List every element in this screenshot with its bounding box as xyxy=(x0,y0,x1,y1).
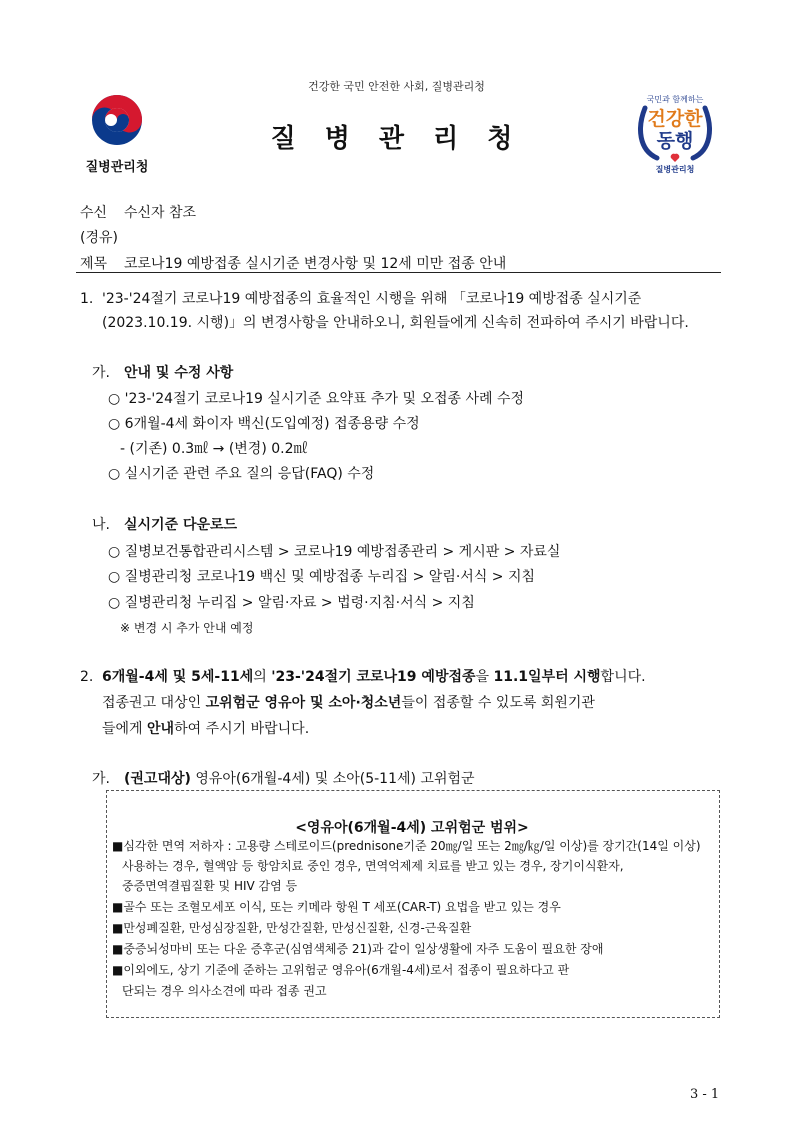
page-title: 질 병 관 리 청 xyxy=(270,124,523,154)
section2-number: 2. xyxy=(80,669,94,685)
section2-a-line xyxy=(124,770,475,788)
s2-bold: 11.1일부터 시행 xyxy=(493,669,601,685)
section2-a-marker: 가. xyxy=(92,771,110,787)
note: ※ 변경 시 추가 안내 예정 xyxy=(120,621,254,635)
s2-text: 접종권고 대상인 xyxy=(102,695,206,711)
box-line: 단되는 경우 의사소견에 따라 접종 권고 xyxy=(122,984,327,998)
section1-a-title: 안내 및 수정 사항 xyxy=(124,365,234,381)
s2-text: 을 xyxy=(475,669,494,685)
s2-bold: 6개월-4세 및 5세-11세 xyxy=(102,669,254,685)
section2-a-rest: 영유아(6개월-4세) 및 소아(5-11세) 고위험군 xyxy=(190,771,475,787)
list-item: ○ 질병보건통합관리시스템 > 코로나19 예방접종관리 > 게시판 > 자료실 xyxy=(108,544,561,560)
list-item: ○ 실시기준 관련 주요 질의 응답(FAQ) 수정 xyxy=(108,466,375,482)
s2-text: 들에게 xyxy=(102,721,148,737)
s2-text: 하여 주시기 바랍니다. xyxy=(174,721,310,737)
page-number: 3 - 1 xyxy=(690,1087,720,1102)
recipient-value: 수신자 참조 xyxy=(124,205,197,221)
section1-a-marker: 가. xyxy=(92,365,110,381)
campaign-badge xyxy=(635,88,715,180)
section2-line1 xyxy=(102,668,646,686)
badge-main1: 건강한 xyxy=(647,108,703,130)
box-line: ■심각한 면역 저하자 : 고용량 스테로이드(prednisone기준 20㎎/일 또는 2㎎/㎏/일 이상)를 장기간(14일 이상) xyxy=(112,839,701,853)
recipient-label: 수신 xyxy=(80,205,108,221)
box-line: 중증면역결핍질환 및 HIV 감염 등 xyxy=(122,879,298,893)
s2-bold: 고위험군 영유아 및 소아·청소년 xyxy=(205,695,402,711)
badge-top: 국민과 함께하는 xyxy=(646,95,704,104)
s2-bold: '23-'24절기 코로나19 예방접종 xyxy=(271,669,476,685)
s2-text: 들이 접종할 수 있도록 회원기관 xyxy=(401,695,595,711)
via: (경유) xyxy=(80,230,118,246)
box-title: <영유아(6개월-4세) 고위험군 범위> xyxy=(295,820,529,836)
section1-line1: '23-'24절기 코로나19 예방접종의 효율적인 시행을 위해 「코로나19 예방접종 실시기준 xyxy=(102,291,642,307)
subject-rule xyxy=(76,272,721,273)
badge-main2: 동행 xyxy=(656,130,694,152)
logo-caption: 질병관리청 xyxy=(85,160,149,175)
box-line: ■만성폐질환, 만성심장질환, 만성간질환, 만성신질환, 신경-근육질환 xyxy=(112,921,472,935)
section1-line2: (2023.10.19. 시행)」의 변경사항을 안내하오니, 회원들에게 신속히 전파하여 주시기 바랍니다. xyxy=(102,315,689,331)
section2-a-title: (권고대상) xyxy=(124,771,191,787)
list-item: - (기존) 0.3㎖ → (변경) 0.2㎖ xyxy=(120,441,308,457)
section2-line2 xyxy=(102,694,595,712)
s2-bold: 안내 xyxy=(147,721,175,737)
box-line: ■이외에도, 상기 기준에 준하는 고위험군 영유아(6개월-4세)로서 접종이 필요하다고 판 xyxy=(112,963,570,977)
s2-text: 의 xyxy=(253,669,272,685)
s2-text: 합니다. xyxy=(600,669,646,685)
box-line: ■골수 또는 조혈모세포 이식, 또는 키메라 항원 T 세포(CAR-T) 요법을 받고 있는 경우 xyxy=(112,900,561,914)
badge-bottom: 질병관리청 xyxy=(655,165,695,174)
list-item: ○ 질병관리청 누리집 > 알림·자료 > 법령·지침·서식 > 지침 xyxy=(108,595,475,611)
section2-line3 xyxy=(102,720,309,738)
slogan: 건강한 국민 안전한 사회, 질병관리청 xyxy=(308,80,485,93)
box-line: ■중증뇌성마비 또는 다운 증후군(심염색체증 21)과 같이 일상생활에 자주 도움이 필요한 장애 xyxy=(112,942,604,956)
section1-number: 1. xyxy=(80,291,94,307)
list-item: ○ 질병관리청 코로나19 백신 및 예방접종 누리집 > 알림·서식 > 지침 xyxy=(108,569,536,585)
box-line: 사용하는 경우, 혈액암 등 항암치료 중인 경우, 면역억제제 치료를 받고 있는 경우, 장기이식환자, xyxy=(122,859,624,873)
section1-b-marker: 나. xyxy=(92,517,110,533)
list-item: ○ '23-'24절기 코로나19 실시기준 요약표 추가 및 오접종 사례 수정 xyxy=(108,391,524,407)
list-item: ○ 6개월-4세 화이자 백신(도입예정) 접종용량 수정 xyxy=(108,416,420,432)
section1-b-title: 실시기준 다운로드 xyxy=(124,517,238,533)
subject-label: 제목 xyxy=(80,256,108,272)
subject-value: 코로나19 예방접종 실시기준 변경사항 및 12세 미만 접종 안내 xyxy=(124,256,507,272)
